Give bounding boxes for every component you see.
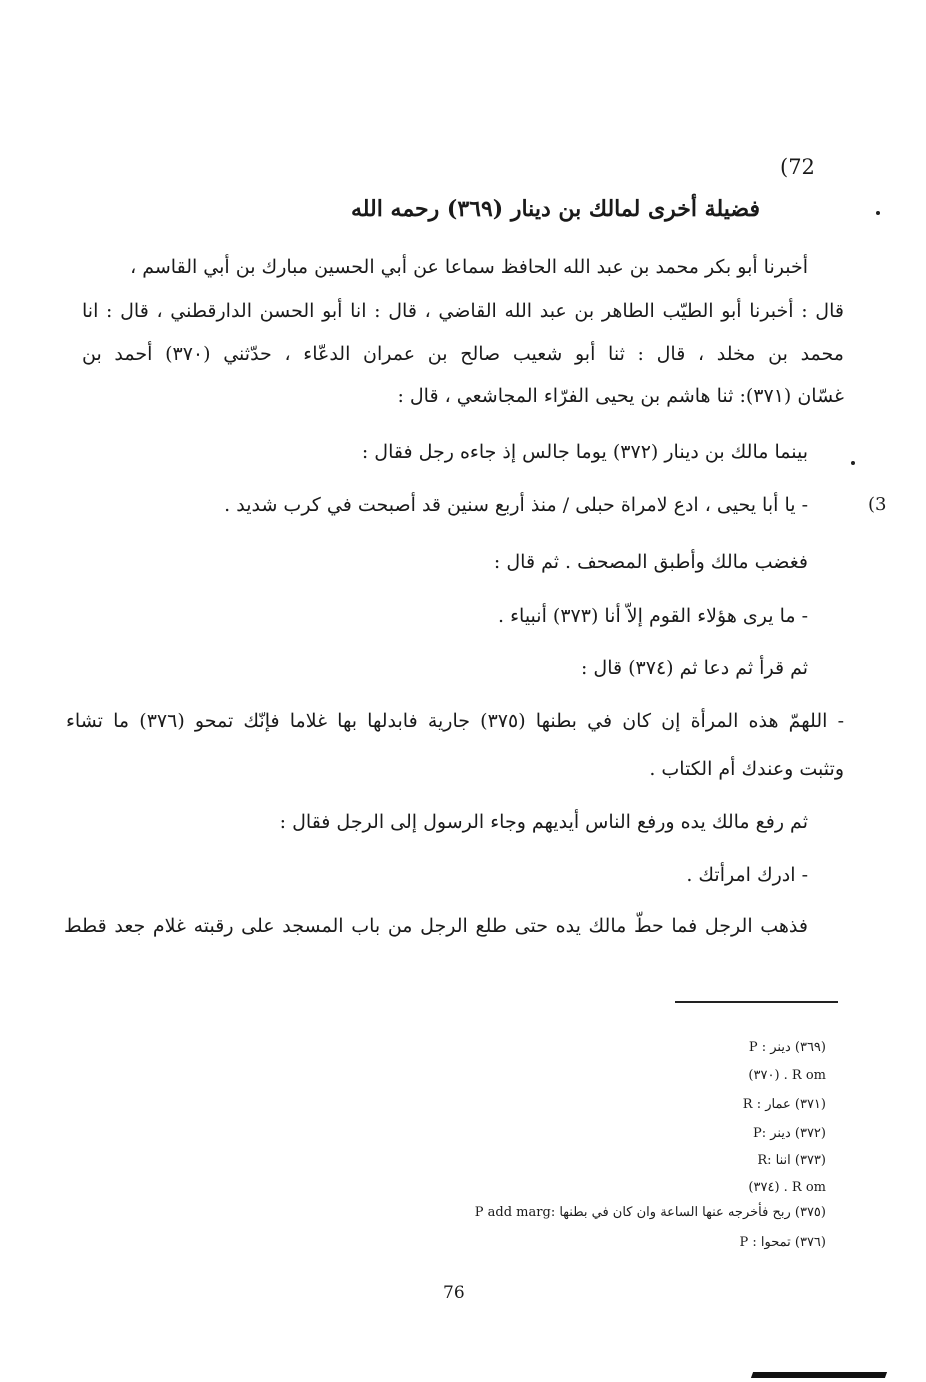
text-line: - يا أبا يحيى ، ادع لامراة حبلى / منذ أربع سنين قد أصبحت في كرب شديد . [224, 494, 808, 516]
text-line: - ما يرى هؤلاء القوم إلاّ أنا (٣٧٣) أنبياء . [498, 605, 808, 627]
text-line: وتثبت وعندك أم الكتاب . [649, 758, 844, 780]
footnote: (٣٧٤) . R om [748, 1180, 826, 1195]
footnote: (٣٧٣) اننا :R [757, 1153, 826, 1168]
footnote: (٣٧٢) دينر :P [752, 1126, 826, 1141]
paragraph-line: محمد بن مخلد ، قال : ثنا أبو شعيب صالح بن عمران الدعّاء ، حدّثني (٣٧٠) أحمد بن [82, 343, 844, 365]
footnote: (٣٧٠) . R om [748, 1068, 826, 1083]
margin-bullet [876, 211, 880, 215]
text-line: ثم رفع مالك يده ورفع الناس أيديهم وجاء الرسول إلى الرجل فقال : [279, 811, 808, 833]
footnote: (٣٧٥) ربح فأخرجه عنها الساعة وان كان في بطنها :P add marg [474, 1205, 826, 1220]
margin-bullet [851, 461, 855, 465]
text-line: بينما مالك بن دينار (٣٧٢) يوما جالس إذ جاءه رجل فقال : [361, 441, 808, 463]
text-line: - ادرك امرأتك . [686, 864, 808, 886]
manuscript-margin-ref: (3 [868, 494, 887, 515]
paragraph-line: قال : أخبرنا أبو الطيّب الطاهر بن عبد الله القاضي ، قال : انا أبو الحسن الدارقطني ، قال : انا [82, 300, 844, 322]
text-line: ثم قرأ ثم دعا ثم (٣٧٤) قال : [580, 657, 808, 679]
page-number: 76 [443, 1283, 465, 1303]
scan-artifact-dots [0, 18, 330, 20]
text-line: فغضب مالك وأطبق المصحف . ثم قال : [493, 551, 808, 573]
footnote: (٣٧٦) تمحوا : P [739, 1235, 826, 1250]
text-line: - اللهمّ هذه المرأة إن كان في بطنها (٣٧٥) جارية فابدلها بها غلاما فإنّك تمحو (٣٧٦) ما تشاء [66, 710, 844, 732]
manuscript-folio-ref: (72 [780, 155, 815, 179]
footnote-separator [675, 1001, 838, 1003]
scan-edge-bar [751, 1372, 887, 1378]
footnote: (٣٦٩) دينر : P [748, 1040, 826, 1055]
section-title: فضيلة أخرى لمالك بن دينار (٣٦٩) رحمه الله [350, 196, 760, 222]
paragraph-line: غسّان (٣٧١): ثنا هاشم بن يحيى الفرّاء المجاشعي ، قال : [397, 385, 844, 407]
paragraph-line: أخبرنا أبو بكر محمد بن عبد الله الحافظ سماعا عن أبي الحسين مبارك بن أبي القاسم ، [130, 256, 808, 278]
text-line: فذهب الرجل فما حطّ مالك يده حتى طلع الرجل من باب المسجد على رقبته غلام جعد قطط [64, 915, 808, 937]
footnote: (٣٧١) عمار : R [742, 1097, 826, 1112]
